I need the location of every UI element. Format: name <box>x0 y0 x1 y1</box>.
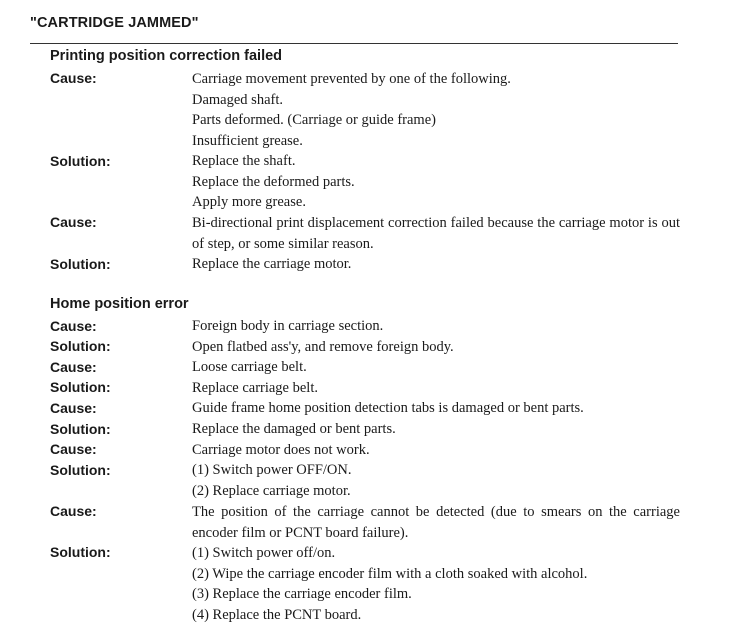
solution-text <box>192 543 680 625</box>
solution-label: Solution: <box>50 256 111 272</box>
text-line: (2) Replace carriage motor. <box>192 482 351 499</box>
text-line: (1) Switch power off/on. <box>192 545 336 561</box>
solution-label: Solution: <box>50 379 111 395</box>
text-line: Apply more grease. <box>192 194 306 211</box>
section-heading-home-position: Home position error <box>50 296 189 312</box>
cause-text <box>192 69 680 151</box>
text-line: (2) Wipe the carriage encoder film with a cloth soaked with alcohol. <box>192 565 588 582</box>
text-paragraph: Bi-directional print displacement correction failed because the carriage motor is out of step, or some similar reason. <box>192 215 680 252</box>
solution-text <box>192 419 680 440</box>
text-line: Replace the shaft. <box>192 153 296 169</box>
text-line: (4) Replace the PCNT board. <box>192 606 362 623</box>
cause-text <box>192 502 680 543</box>
text-line: Replace the deformed parts. <box>192 173 355 190</box>
solution-text <box>192 151 680 213</box>
text-line: Carriage movement prevented by one of the following. <box>192 71 511 87</box>
cause-label: Cause: <box>50 400 97 416</box>
text-line: (3) Replace the carriage encoder film. <box>192 586 412 603</box>
solution-label: Solution: <box>50 421 111 437</box>
text-line: Foreign body in carriage section. <box>192 318 384 334</box>
solution-text <box>192 254 680 275</box>
cause-label: Cause: <box>50 214 97 230</box>
text-line: (1) Switch power OFF/ON. <box>192 462 352 478</box>
solution-label: Solution: <box>50 544 111 560</box>
text-line: Insufficient grease. <box>192 132 303 149</box>
text-line: Replace the damaged or bent parts. <box>192 421 396 437</box>
text-paragraph: The position of the carriage cannot be detected (due to smears on the carriage encoder film or PCNT board failure). <box>192 504 680 541</box>
cause-label: Cause: <box>50 359 97 375</box>
page-title: "CARTRIDGE JAMMED" <box>30 15 199 31</box>
solution-text <box>192 337 680 358</box>
solution-label: Solution: <box>50 338 111 354</box>
cause-text <box>192 357 680 378</box>
solution-text <box>192 460 680 501</box>
cause-text <box>192 316 680 337</box>
cause-label: Cause: <box>50 70 97 86</box>
section-heading-printing-position: Printing position correction failed <box>50 48 283 64</box>
solution-label: Solution: <box>50 153 111 169</box>
text-line: Open flatbed ass'y, and remove foreign body. <box>192 339 454 355</box>
cause-label: Cause: <box>50 318 97 334</box>
text-line: Loose carriage belt. <box>192 359 307 375</box>
solution-text <box>192 378 680 399</box>
cause-text <box>192 398 680 419</box>
text-line: Parts deformed. (Carriage or guide frame) <box>192 112 436 129</box>
cause-text <box>192 213 680 254</box>
text-line: Replace the carriage motor. <box>192 256 352 272</box>
title-underline <box>30 43 678 44</box>
text-line: Replace carriage belt. <box>192 380 318 396</box>
text-line: Guide frame home position detection tabs is damaged or bent parts. <box>192 400 584 416</box>
cause-label: Cause: <box>50 503 97 519</box>
cause-label: Cause: <box>50 441 97 457</box>
text-line: Damaged shaft. <box>192 91 283 108</box>
solution-label: Solution: <box>50 462 111 478</box>
text-line: Carriage motor does not work. <box>192 442 370 458</box>
cause-text <box>192 440 680 461</box>
